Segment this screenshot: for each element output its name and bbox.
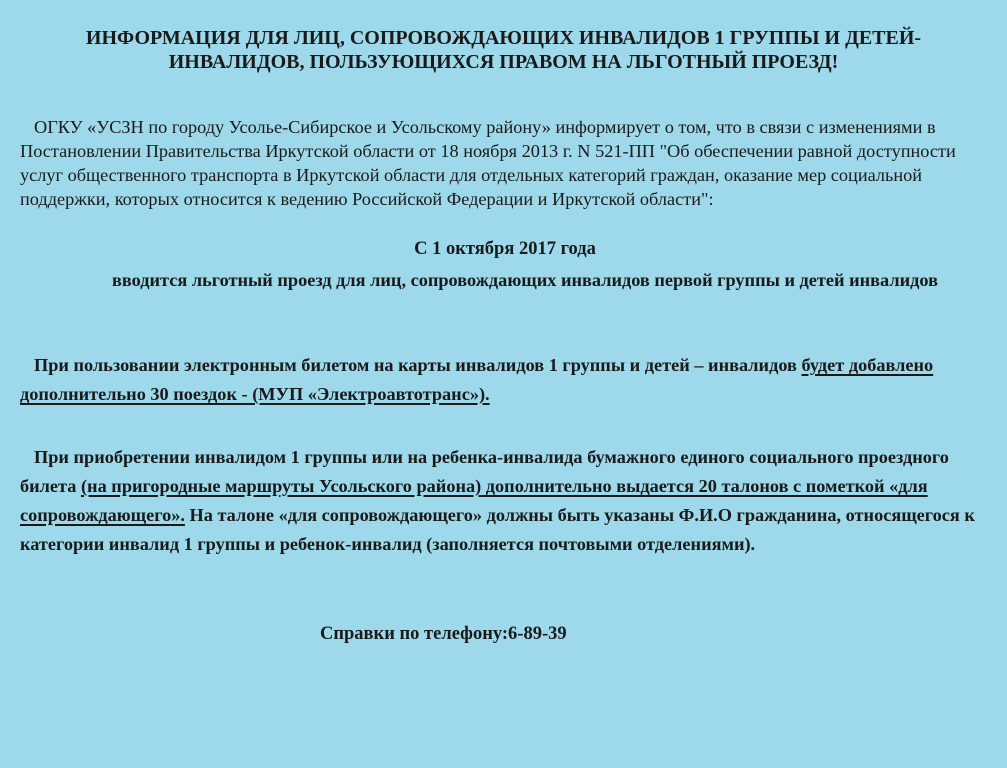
- electronic-ticket-underlined: будет добавлено дополнительно 30 поездок - (МУП «Электроавтотранс»).: [20, 355, 934, 404]
- paper-ticket-paragraph: [20, 443, 995, 559]
- contact-phone: 6-89-39: [508, 624, 567, 644]
- intro-paragraph: ОГКУ «УСЗН по городу Усолье-Сибирское и Усольскому району» информирует о том, что в связи с изменениями в Постановлении Правительства Иркутской области от 18 ноября 2013 г. N 521-ПП "Об обеспечении равной доступности услуг общественного транспорта в Иркутской области для отдельных категорий граждан, оказание мер социальной поддержки, которых относится к ведению Российской Федерации и Иркутской области":: [20, 117, 956, 209]
- electronic-ticket-text: При пользовании электронным билетом на карты инвалидов 1 группы и детей – инвалидов: [34, 355, 797, 375]
- paper-ticket-text: При приобретении инвалидом 1 группы или на ребенка-инвалида бумажного единого социального проездного билета: [20, 447, 949, 496]
- effective-date: С 1 октября 2017 года: [414, 239, 596, 259]
- contact-label: Справки по телефону:: [320, 624, 509, 644]
- paper-ticket-text-end: На талоне «для сопровождающего» должны быть указаны Ф.И.О гражданина, относящегося к категории инвалид 1 группы и ребенок-инвалид (заполняется почтовыми отделениями).: [20, 505, 975, 554]
- title-line-2: ИНВАЛИДОВ, ПОЛЬЗУЮЩИХСЯ ПРАВОМ НА ЛЬГОТНЫЙ ПРОЕЗД!: [168, 51, 839, 73]
- paper-ticket-underlined: (на пригородные маршруты Усольского района) дополнительно выдается 20 талонов с пометкой «для сопровождающего».: [20, 476, 928, 525]
- notice-title: [30, 26, 977, 74]
- effective-description: вводится льготный проезд для лиц, сопровождающих инвалидов первой группы и детей инвалидов: [112, 270, 938, 290]
- contact-line: [320, 620, 567, 648]
- electronic-ticket-paragraph: [20, 351, 995, 409]
- title-line-1: ИНФОРМАЦИЯ ДЛЯ ЛИЦ, СОПРОВОЖДАЮЩИХ ИНВАЛИДОВ 1 ГРУППЫ И ДЕТЕЙ-: [85, 27, 922, 49]
